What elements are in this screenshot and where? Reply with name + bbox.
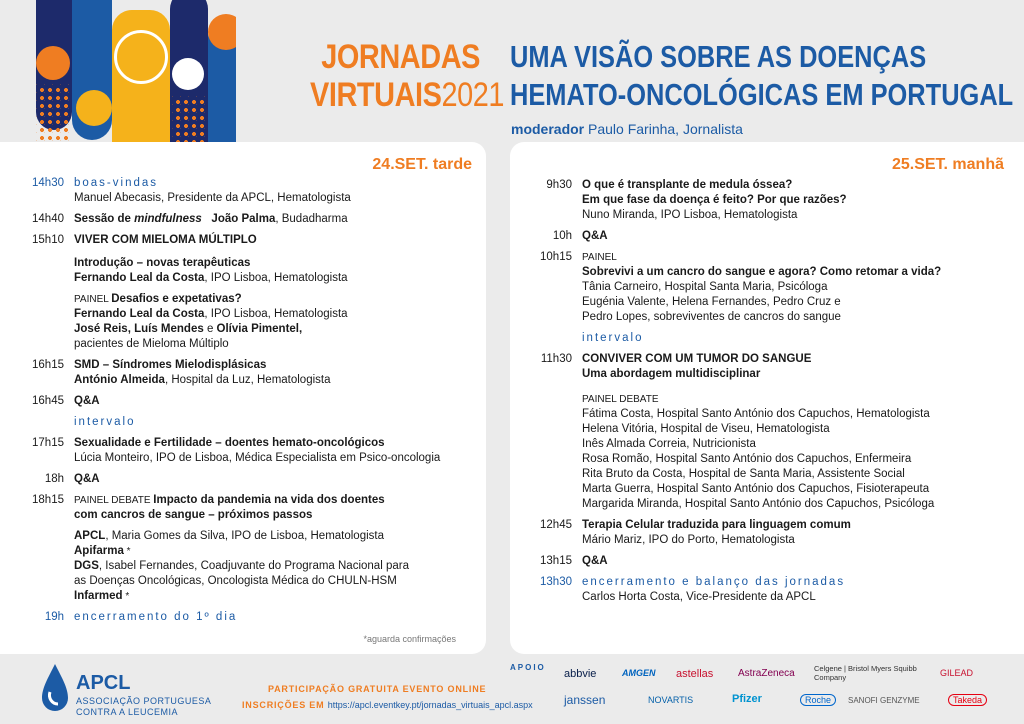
time: 16h45 — [32, 395, 64, 407]
speaker-name: APCL — [74, 530, 106, 542]
session-title: O que é transplante de medula óssea? — [582, 179, 793, 191]
session-title: Impacto da pandemia na vida dos doentes — [153, 494, 385, 506]
sponsor-bms-celgene: Celgene | Bristol Myers Squibb Company — [814, 664, 917, 682]
session-title: Sexualidade e Fertilidade – doentes hemato-oncológicos — [74, 437, 385, 449]
schedule-item — [0, 233, 480, 352]
speaker-name: Helena Vitória — [582, 423, 655, 435]
panel-label: PAINEL — [74, 294, 112, 305]
sponsor-novartis: NOVARTIS — [648, 695, 694, 705]
schedule-item — [0, 212, 480, 227]
schedule-item — [0, 493, 480, 604]
event-title-word: VIRTUAIS — [310, 76, 442, 114]
speaker-role: , Hospital Santa Maria, Psicóloga — [658, 281, 828, 293]
break-label: intervalo — [74, 416, 136, 428]
speaker-role: , Budadharma — [275, 213, 348, 225]
schedule-item — [510, 554, 1020, 569]
speaker-name: DGS — [74, 560, 99, 572]
panel-label: PAINEL — [582, 252, 617, 263]
speaker — [74, 271, 480, 286]
speaker-role: , Hospital Santo António dos Capuchos, Psicóloga — [678, 498, 935, 510]
schedule-item — [510, 229, 1020, 244]
inscriptions-label: INSCRIÇÕES EM — [242, 700, 328, 710]
speaker-name: Lúcia Monteiro — [74, 452, 150, 464]
panelist — [582, 497, 1020, 512]
speaker-role: , IPO Lisboa, Hematologista — [204, 272, 348, 284]
sponsor-abbvie: abbvie — [564, 668, 597, 680]
sponsor-astellas: astellas — [676, 668, 714, 680]
time: 15h10 — [32, 234, 64, 246]
logo-name: APCL — [76, 672, 131, 694]
speaker-name: Olívia Pimentel, — [216, 323, 303, 335]
speaker-role: , Hospital da Luz, Hematologista — [164, 374, 331, 386]
speaker-name: Tânia Carneiro — [582, 281, 659, 293]
speaker-role: , Hospital Santo António dos Capuchos, Hematologista — [650, 408, 930, 420]
schedule-item — [0, 176, 480, 206]
time: 18h15 — [32, 494, 64, 506]
speaker-role: , Hospital de Viseu, Hematologista — [654, 423, 830, 435]
pending-mark: * — [122, 591, 130, 602]
session-title-emph: mindfulness — [134, 213, 202, 225]
schedule-item — [510, 518, 1020, 548]
headline-line2: HEMATO-ONCOLÓGICAS EM PORTUGAL — [510, 77, 1014, 112]
speaker-name: António Almeida — [74, 374, 165, 386]
schedule-item — [0, 358, 480, 388]
subsession-title: Desafios e expetativas? — [111, 293, 242, 305]
graphic-dot — [114, 30, 168, 84]
speaker-role: pacientes de Mieloma Múltiplo — [74, 338, 229, 350]
time: 18h — [44, 473, 64, 485]
panelist — [582, 467, 1020, 482]
graphic-dot — [36, 46, 70, 80]
session-title: VIVER COM MIELOMA MÚLTIPLO — [74, 234, 257, 246]
session-title: Q&A — [74, 473, 100, 485]
speaker — [74, 307, 480, 322]
time: 19h — [44, 611, 64, 623]
sponsors-label: APOIO — [510, 663, 546, 672]
speaker-role: , sobreviventes de cancros do sangue — [647, 311, 841, 323]
speaker-name: Rita Bruto da Costa — [582, 468, 683, 480]
speaker-name: Carlos Horta Costa — [582, 591, 680, 603]
headline-line1: UMA VISÃO SOBRE AS DOENÇAS — [510, 39, 927, 74]
sponsor-amgen: AMGEN — [622, 668, 656, 678]
graphic-dot-pattern — [172, 96, 208, 142]
time: 10h15 — [540, 251, 572, 263]
speaker-name: Nuno Miranda — [582, 209, 655, 221]
speaker-name: José Reis, Luís Mendes — [74, 323, 204, 335]
event-title-line2 — [310, 76, 505, 114]
time: 12h45 — [540, 519, 572, 531]
speaker — [74, 322, 480, 337]
day1-schedule — [0, 176, 480, 631]
pending-mark: * — [123, 546, 131, 557]
session-title: Q&A — [582, 555, 608, 567]
speaker-role: , Hospital Santo António dos Capuchos, Enfermeira — [649, 453, 912, 465]
speaker-role: , Vice-Presidente da APCL — [679, 591, 816, 603]
speaker-name: João Palma — [211, 213, 276, 225]
panelist — [582, 482, 1020, 497]
session-title: Terapia Celular traduzida para linguagem comum — [582, 519, 851, 531]
time: 13h15 — [540, 555, 572, 567]
speaker-role: , IPO Lisboa, Hematologista — [654, 209, 798, 221]
panel-label: PAINEL DEBATE — [582, 394, 659, 405]
speaker-name: Fátima Costa — [582, 408, 651, 420]
conjunction: e — [831, 296, 841, 308]
day1-card — [0, 142, 486, 654]
session-title: Em que fase da doença é feito? Por que razões? — [582, 194, 847, 206]
moderator-label: moderador — [511, 121, 585, 137]
speaker: Manuel Abecasis, Presidente da APCL, Hematologista — [74, 192, 351, 204]
session-title: Sobrevivi a um cancro do sangue e agora? Como retomar a vida? — [582, 266, 942, 278]
speaker-name: Margarida Miranda — [582, 498, 679, 510]
headline — [510, 38, 1013, 114]
moderator — [511, 121, 743, 137]
speaker-role: , IPO do Porto, Hematologista — [642, 534, 795, 546]
sponsor-astrazeneca: AstraZeneca — [738, 668, 795, 679]
schedule-item — [510, 331, 1020, 346]
graphic-dot — [172, 58, 204, 90]
session-title: Q&A — [582, 230, 608, 242]
speaker-name: Fernando Leal da Costa — [74, 308, 205, 320]
time: 11h30 — [540, 353, 572, 365]
logo-subtitle: ASSOCIAÇÃO PORTUGUESA — [76, 696, 212, 706]
event-title — [310, 38, 505, 114]
inscriptions-link[interactable]: https://apcl.eventkey.pt/jornadas_virtuais_apcl.aspx — [327, 700, 533, 710]
panelist — [582, 407, 1020, 422]
inscriptions — [242, 700, 533, 710]
speaker-role: , Maria Gomes da Silva, IPO de Lisboa, Hematologista — [105, 530, 384, 542]
schedule-item — [0, 394, 480, 409]
day2-title: 25.SET. manhã — [891, 156, 1004, 173]
event-title-line1: JORNADAS — [321, 38, 480, 76]
break-label: intervalo — [582, 332, 644, 344]
schedule-item — [510, 352, 1020, 512]
speaker-role: , Hospital de Santa Maria, Assistente Social — [682, 468, 905, 480]
sponsor-gilead: GILEAD — [940, 668, 974, 678]
day1-title: 24.SET. tarde — [372, 156, 472, 173]
speaker-role: as Doenças Oncológicas, Oncologista Médica do CHULN-HSM — [74, 575, 397, 587]
speaker-name: Inês Almada Correia — [582, 438, 687, 450]
sponsor-pfizer: Pfizer — [732, 693, 762, 705]
day2-card — [510, 142, 1024, 654]
apcl-logo — [40, 662, 230, 718]
closing-label: encerramento e balanço das jornadas — [582, 576, 846, 588]
speaker-name: Marta Guerra — [582, 483, 651, 495]
speaker-name: Fernando Leal da Costa — [74, 272, 205, 284]
session-title: CONVIVER COM UM TUMOR DO SANGUE — [582, 353, 812, 365]
logo-subtitle: CONTRA A LEUCEMIA — [76, 707, 179, 717]
speaker-name: Apifarma — [74, 545, 124, 557]
session-title: com cancros de sangue – próximos passos — [74, 509, 313, 521]
closing-label: encerramento do 1º dia — [74, 611, 238, 623]
speaker-role: , Hospital Santo António dos Capuchos, Fisioterapeuta — [650, 483, 930, 495]
session-label: boas-vindas — [74, 177, 159, 189]
conjunction: e — [203, 323, 217, 335]
sponsor-takeda: Takeda — [948, 694, 987, 706]
header-graphic — [36, 0, 236, 142]
graphic-dot-pattern — [36, 84, 72, 142]
schedule-item — [510, 575, 1020, 605]
schedule-item — [510, 178, 1020, 223]
speaker-name: Pedro Lopes — [582, 311, 648, 323]
session-title: Uma abordagem multidisciplinar — [582, 368, 761, 380]
day2-schedule — [510, 178, 1020, 611]
speaker-name: Infarmed — [74, 590, 123, 602]
participation-text: PARTICIPAÇÃO GRATUITA EVENTO ONLINE — [268, 684, 487, 694]
schedule-item — [510, 250, 1020, 325]
speaker-role: , IPO de Lisboa, Médica Especialista em Psico-oncologia — [149, 452, 441, 464]
speaker-name: Rosa Romão — [582, 453, 650, 465]
panelist — [582, 437, 1020, 452]
event-title-year: 2021 — [441, 76, 505, 114]
speaker-role: , Isabel Fernandes, Coadjuvante do Programa Nacional para — [98, 560, 409, 572]
speaker-name: Mário Mariz — [582, 534, 643, 546]
schedule-item — [0, 472, 480, 487]
graphic-dot — [76, 90, 112, 126]
speaker-role: , IPO Lisboa, Hematologista — [204, 308, 348, 320]
graphic-dot — [208, 14, 236, 50]
session-title: Q&A — [74, 395, 100, 407]
sponsor-janssen: janssen — [564, 693, 606, 707]
panel-label: PAINEL DEBATE — [74, 495, 154, 506]
subsession-title: Introdução – novas terapêuticas — [74, 257, 251, 269]
time: 14h30 — [32, 177, 64, 189]
moderator-name: Paulo Farinha, Jornalista — [588, 121, 743, 137]
speaker-name: Eugénia Valente, Helena Fernandes, Pedro Cruz — [582, 296, 832, 308]
time: 10h — [552, 230, 572, 242]
time: 13h30 — [540, 576, 572, 588]
session-title: Sessão de — [74, 213, 135, 225]
time: 16h15 — [32, 359, 64, 371]
schedule-item — [0, 436, 480, 466]
schedule-item — [0, 415, 480, 430]
time: 9h30 — [546, 179, 572, 191]
sponsor-roche: Roche — [800, 694, 836, 706]
panelist — [582, 452, 1020, 467]
time: 14h40 — [32, 213, 64, 225]
session-title: SMD – Síndromes Mielodisplásicas — [74, 359, 267, 371]
drop-icon — [40, 662, 70, 714]
confirmation-note: *aguarda confirmações — [363, 634, 456, 644]
speaker-role: , Nutricionista — [686, 438, 756, 450]
schedule-item — [0, 610, 480, 625]
panelist — [582, 422, 1020, 437]
time: 17h15 — [32, 437, 64, 449]
sponsor-sanofi: SANOFI GENZYME — [848, 696, 920, 705]
